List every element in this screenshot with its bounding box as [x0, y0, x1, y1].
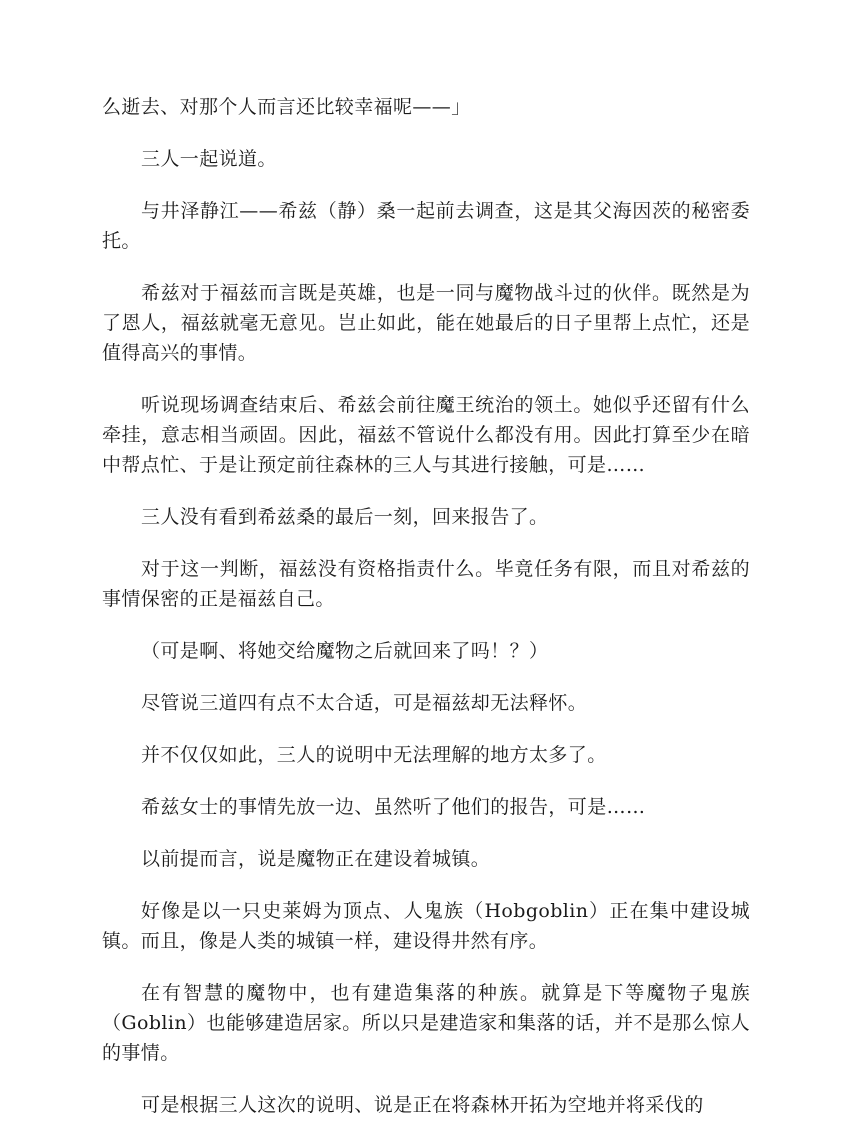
paragraph: 可是根据三人这次的说明、说是正在将森林开拓为空地并将采伐的 — [141, 1094, 704, 1116]
paragraph: 在有智慧的魔物中，也有建造集落的种族。就算是下等魔物子鬼族（Goblin）也能够建造居家。所以只是建造家和集落的话，并不是那么惊人的事情。 — [102, 982, 750, 1064]
paragraph: 与井泽静江——希兹（静）桑一起前去调查，这是其父海因茨的秘密委托。 — [102, 200, 750, 252]
paragraph: 希兹女士的事情先放一边、虽然听了他们的报告，可是…… — [141, 796, 646, 818]
paragraph: 三人没有看到希兹桑的最后一刻，回来报告了。 — [141, 506, 549, 528]
paragraph: 对于这一判断，福兹没有资格指责什么。毕竟任务有限，而且对希兹的事情保密的正是福兹自己。 — [102, 558, 750, 610]
paragraph: （可是啊、将她交给魔物之后就回来了吗！？） — [141, 640, 549, 662]
paragraph: 听说现场调查结束后、希兹会前往魔王统治的领土。她似乎还留有什么牵挂，意志相当顽固。因此，福兹不管说什么都没有用。因此打算至少在暗中帮点忙、于是让预定前往森林的三人与其进行接触，可是…… — [102, 394, 750, 476]
paragraph: 么逝去、对那个人而言还比较幸福呢——」 — [102, 96, 471, 118]
paragraph: 好像是以一只史莱姆为顶点、人鬼族（Hobgoblin）正在集中建设城镇。而且，像是人类的城镇一样，建设得井然有序。 — [102, 900, 750, 952]
paragraph: 并不仅仅如此，三人的说明中无法理解的地方太多了。 — [141, 744, 607, 766]
paragraph: 希兹对于福兹而言既是英雄，也是一同与魔物战斗过的伙伴。既然是为了恩人，福兹就毫无意见。岂止如此，能在她最后的日子里帮上点忙，还是值得高兴的事情。 — [102, 282, 750, 364]
paragraph: 尽管说三道四有点不太合适，可是福兹却无法释怀。 — [141, 692, 588, 714]
paragraph: 以前提而言，说是魔物正在建设着城镇。 — [141, 848, 491, 870]
paragraph: 三人一起说道。 — [141, 148, 277, 170]
body-text — [102, 92, 750, 1142]
